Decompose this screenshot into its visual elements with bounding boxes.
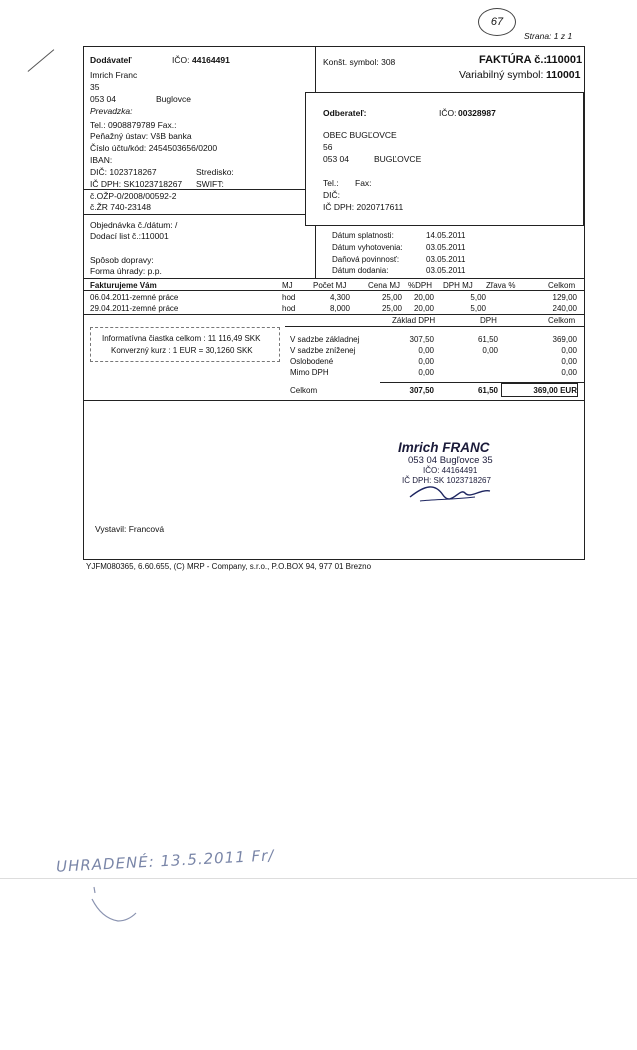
date-label: Dátum vyhotovenia: — [332, 243, 403, 252]
konst-symbol: Konšt. symbol: 308 — [323, 57, 396, 67]
supplier-swift: SWIFT: — [196, 179, 224, 189]
customer-dic: DIČ: — [323, 190, 340, 200]
stamp-name: Imrich FRANC — [398, 440, 490, 455]
total-label: Celkom — [290, 386, 318, 395]
summary-total: 0,00 — [561, 346, 577, 355]
supplier-bank: Peňažný ústav: VšB banka — [90, 131, 192, 141]
order-doprava: Spôsob dopravy: — [90, 255, 154, 265]
date-value: 03.05.2011 — [426, 255, 466, 264]
invoice-title-label: FAKTÚRA č.: — [479, 54, 548, 66]
signature — [405, 475, 495, 505]
summary-base: 0,00 — [418, 357, 434, 366]
scan-line — [0, 878, 637, 879]
summary-total: 369,00 — [552, 335, 577, 344]
page-count: Strana: 1 z 1 — [524, 31, 573, 41]
item-vat-percent: 20,00 — [413, 304, 434, 313]
total-base: 307,50 — [409, 386, 434, 395]
date-label: Dátum splatnosti: — [332, 231, 394, 240]
summary-header-base: Základ DPH — [392, 316, 436, 325]
summary-total: 0,00 — [561, 368, 577, 377]
summary-vat: 61,50 — [477, 335, 498, 344]
summary-vat: 0,00 — [482, 346, 498, 355]
supplier-ico-label: IČO: — [172, 55, 190, 65]
supplier-stredisko: Stredisko: — [196, 167, 234, 177]
issued-by: Vystavil: Francová — [95, 524, 165, 534]
supplier-ozp: č.OŽP-0/2008/00592-2 — [90, 191, 177, 201]
summary-total: 0,00 — [561, 357, 577, 366]
supplier-prevadzka: Prevadzka: — [90, 106, 133, 116]
summary-label: Mimo DPH — [290, 368, 329, 377]
items-header-mj: MJ — [282, 281, 293, 290]
supplier-number: 35 — [90, 82, 100, 92]
divider — [83, 400, 585, 401]
item-price: 25,00 — [381, 293, 402, 302]
order-dodaci-list: Dodací list č.:110001 — [90, 231, 169, 241]
item-price: 25,00 — [381, 304, 402, 313]
customer-zip: 053 04 — [323, 154, 349, 164]
customer-tel: Tel.: — [323, 178, 339, 188]
supplier-icdph: IČ DPH: SK1023718267 — [90, 179, 183, 189]
supplier-zr: č.ŽR 740-23148 — [90, 202, 151, 212]
info-amount: Informatívna čiastka celkom : 11 116,49 SKK — [102, 334, 261, 343]
items-header-price: Cena MJ — [368, 281, 401, 290]
supplier-iban: IBAN: — [90, 155, 113, 165]
divider — [83, 214, 305, 215]
item-mj: hod — [282, 304, 296, 313]
var-symbol-label: Variabilný symbol: — [459, 69, 544, 81]
item-vat-unit: 5,00 — [470, 293, 486, 302]
supplier-city: Buglovce — [156, 94, 191, 104]
invoice-number: 110001 — [546, 54, 583, 66]
supplier-account: Číslo účtu/kód: 2454503656/0200 — [90, 143, 218, 153]
supplier-heading: Dodávateľ — [90, 55, 132, 65]
stamp-ico: IČO: 44164491 — [423, 466, 478, 475]
handwritten-note: UHRADENÉ: 13.5.2011 Fr/ — [55, 846, 275, 876]
item-mj: hod — [282, 293, 296, 302]
divider — [83, 290, 585, 291]
supplier-ico: 44164491 — [192, 55, 230, 65]
order-objednavka: Objednávka č./dátum: / — [90, 220, 178, 230]
info-box — [90, 327, 280, 362]
date-value: 03.05.2011 — [426, 266, 466, 275]
customer-name: OBEC BUGĽOVCE — [323, 130, 397, 140]
item-vat-unit: 5,00 — [470, 304, 486, 313]
items-header-total: Celkom — [548, 281, 576, 290]
customer-ico: 00328987 — [458, 108, 496, 118]
item-description: 29.04.2011-zemné práce — [90, 304, 179, 313]
stamp-icdph: IČ DPH: SK 1023718267 — [402, 476, 491, 485]
divider — [83, 314, 585, 315]
customer-icdph: IČ DPH: 2020717611 — [323, 202, 404, 212]
total-sum: 369,00 EUR — [533, 386, 577, 395]
customer-fax: Fax: — [355, 178, 372, 188]
supplier-zip: 053 04 — [90, 94, 116, 104]
items-header-description: Fakturujeme Vám — [90, 281, 157, 290]
divider — [285, 326, 585, 327]
date-label: Dátum dodania: — [332, 266, 389, 275]
supplier-name: Imrich Franc — [90, 70, 138, 80]
summary-label: V sadzbe zníženej — [290, 346, 356, 355]
divider — [315, 226, 316, 278]
items-header-vat-unit: DPH MJ — [443, 281, 473, 290]
date-label: Daňová povinnosť: — [332, 255, 400, 264]
divider — [83, 189, 305, 190]
page-stamp-number: 67 — [478, 8, 516, 36]
summary-label: Oslobodené — [290, 357, 334, 366]
supplier-dic: DIČ: 1023718267 — [90, 167, 157, 177]
summary-base: 307,50 — [409, 335, 434, 344]
date-value: 03.05.2011 — [426, 243, 466, 252]
item-total: 240,00 — [552, 304, 577, 313]
item-count: 4,300 — [329, 293, 350, 302]
margin-mark — [28, 49, 55, 72]
item-description: 06.04.2011-zemné práce — [90, 293, 179, 302]
date-value: 14.05.2011 — [426, 231, 466, 240]
summary-label: V sadzbe základnej — [290, 335, 360, 344]
summary-header-total: Celkom — [548, 316, 576, 325]
supplier-tel: Tel.: 0908879789 Fax.: — [90, 120, 177, 130]
summary-header-vat: DPH — [480, 316, 497, 325]
items-header-vat-percent: %DPH — [408, 281, 433, 290]
footer-text: YJFM080365, 6.60.655, (C) MRP - Company, s.r.o., P.O.BOX 94, 977 01 Brezno — [86, 562, 372, 571]
summary-base: 0,00 — [418, 346, 434, 355]
var-symbol: 110001 — [546, 69, 581, 81]
summary-base: 0,00 — [418, 368, 434, 377]
order-uhrada: Forma úhrady: p.p. — [90, 266, 162, 276]
item-vat-percent: 20,00 — [413, 293, 434, 302]
info-rate: Konverzný kurz : 1 EUR = 30,1260 SKK — [111, 346, 253, 355]
customer-heading: Odberateľ: — [323, 108, 367, 118]
item-total: 129,00 — [552, 293, 577, 302]
item-count: 8,000 — [329, 304, 350, 313]
items-header-discount: Zľava % — [486, 281, 516, 290]
customer-ico-label: IČO: — [439, 108, 457, 118]
customer-number: 56 — [323, 142, 333, 152]
total-vat: 61,50 — [477, 386, 498, 395]
pen-stroke — [88, 885, 148, 935]
divider — [83, 278, 585, 279]
items-header-count: Počet MJ — [313, 281, 347, 290]
stamp-address: 053 04 Bugľovce 35 — [408, 455, 493, 466]
customer-city: BUGĽOVCE — [374, 154, 422, 164]
